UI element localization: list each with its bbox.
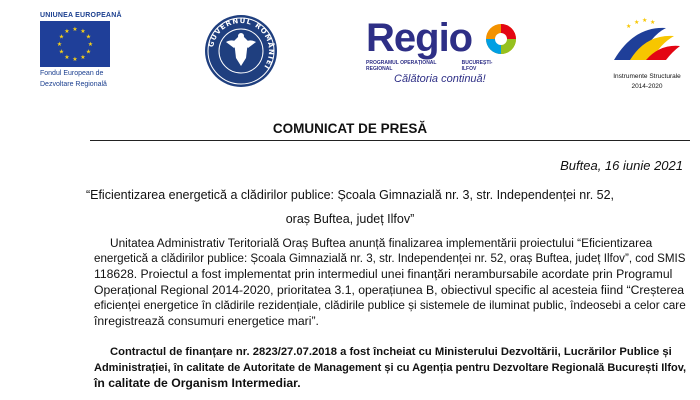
eu-logo-fund-line1: Fondul European de xyxy=(40,70,104,77)
regio-logo xyxy=(366,18,516,98)
regio-wordmark: Regio xyxy=(366,16,473,60)
svg-text:★: ★ xyxy=(64,54,70,61)
eu-logo-title: UNIUNEA EUROPEANĂ xyxy=(40,12,122,19)
government-seal-text: GUVERNUL ROMÂNIEI xyxy=(207,16,276,71)
subject-line-1: “Eficientizarea energetică a clădirilor publice: Școala Gimnazială nr. 3, str. Independenței nr. 52, xyxy=(85,188,615,202)
svg-text:★: ★ xyxy=(642,17,648,24)
paragraph-line: energetică a clădirilor publice: Școala Gimnazială nr. 3, str. Independenței nr. 52, oraș Buftea, județ Ilfov”, cod SMIS xyxy=(94,252,686,265)
svg-text:★: ★ xyxy=(64,28,70,35)
dateline: Buftea, 16 iunie 2021 xyxy=(560,158,683,173)
page-title: COMUNICAT DE PRESĂ xyxy=(272,121,428,136)
paragraph-line: Unitatea Administrativ Teritorială Oraș Buftea anunță finalizarea implementării proiectului “Eficientizarea xyxy=(110,236,653,250)
svg-text:★: ★ xyxy=(72,26,78,33)
instrumente-structurale-icon xyxy=(604,14,690,66)
eu-stars-icon xyxy=(40,21,110,67)
svg-text:★: ★ xyxy=(634,19,640,26)
body-paragraph-2 xyxy=(94,345,686,392)
paragraph-line: Administrației, în calitate de Autoritate de Management și cu Agenția pentru Dezvoltare Regională București Ilfov, xyxy=(94,361,687,374)
eu-logo-fund-line2: Dezvoltare Regională xyxy=(40,81,107,88)
instrumente-structurale-years: 2014-2020 xyxy=(631,83,663,90)
paragraph-line: în calitate de Organism Intermediar. xyxy=(94,376,301,390)
svg-text:★: ★ xyxy=(85,48,92,56)
paragraph-line: Contractul de finanțare nr. 2823/27.07.2018 a fost încheiat cu Ministerului Dezvoltării, Lucrărilor Publice și xyxy=(110,346,672,358)
government-seal-logo xyxy=(204,14,278,88)
logo-bar xyxy=(0,0,700,100)
svg-text:★: ★ xyxy=(58,48,65,56)
svg-text:★: ★ xyxy=(626,23,632,30)
svg-text:★: ★ xyxy=(650,19,656,26)
paragraph-line: 118628. Proiectul a fost implementat prin intermediul unei finanțări nerambursabile acordate prin Programul xyxy=(94,267,673,281)
paragraph-line: Operațional Regional 2014-2020, prioritatea 3.1, operațiunea B, obiectivul specific al acesteia fiind “Creșterea xyxy=(94,282,685,297)
paragraph-line: eficienței energetice în clădirile rezidențiale, clădirile publice și sistemele de iluminat public, îndeosebi a celor care xyxy=(94,299,686,312)
svg-text:★: ★ xyxy=(85,33,92,41)
regio-slogan: Călătoria continuă! xyxy=(394,73,486,85)
svg-text:★: ★ xyxy=(87,41,94,48)
instrumente-structurale-logo xyxy=(604,14,690,94)
regio-color-wheel-icon xyxy=(484,22,518,56)
regio-program-region: BUCUREȘTI-ILFOV xyxy=(461,60,493,72)
eu-logo xyxy=(36,12,126,89)
svg-text:★: ★ xyxy=(56,41,63,48)
subject-line-2: oraș Buftea, județ Ilfov” xyxy=(285,212,415,226)
svg-text:★: ★ xyxy=(80,54,86,61)
title-underline xyxy=(90,140,690,141)
government-seal-icon xyxy=(204,14,278,88)
svg-text:★: ★ xyxy=(80,28,86,35)
instrumente-structurale-label: Instrumente Structurale xyxy=(613,73,681,80)
paragraph-line: înregistrează consumuri energetice mari”. xyxy=(94,313,319,328)
body-paragraph-1 xyxy=(94,236,686,329)
regio-program-name: PROGRAMUL OPERAȚIONAL REGIONAL xyxy=(366,60,437,72)
svg-text:★: ★ xyxy=(58,33,65,41)
eu-flag-icon xyxy=(40,21,110,67)
svg-text:★: ★ xyxy=(72,56,78,63)
